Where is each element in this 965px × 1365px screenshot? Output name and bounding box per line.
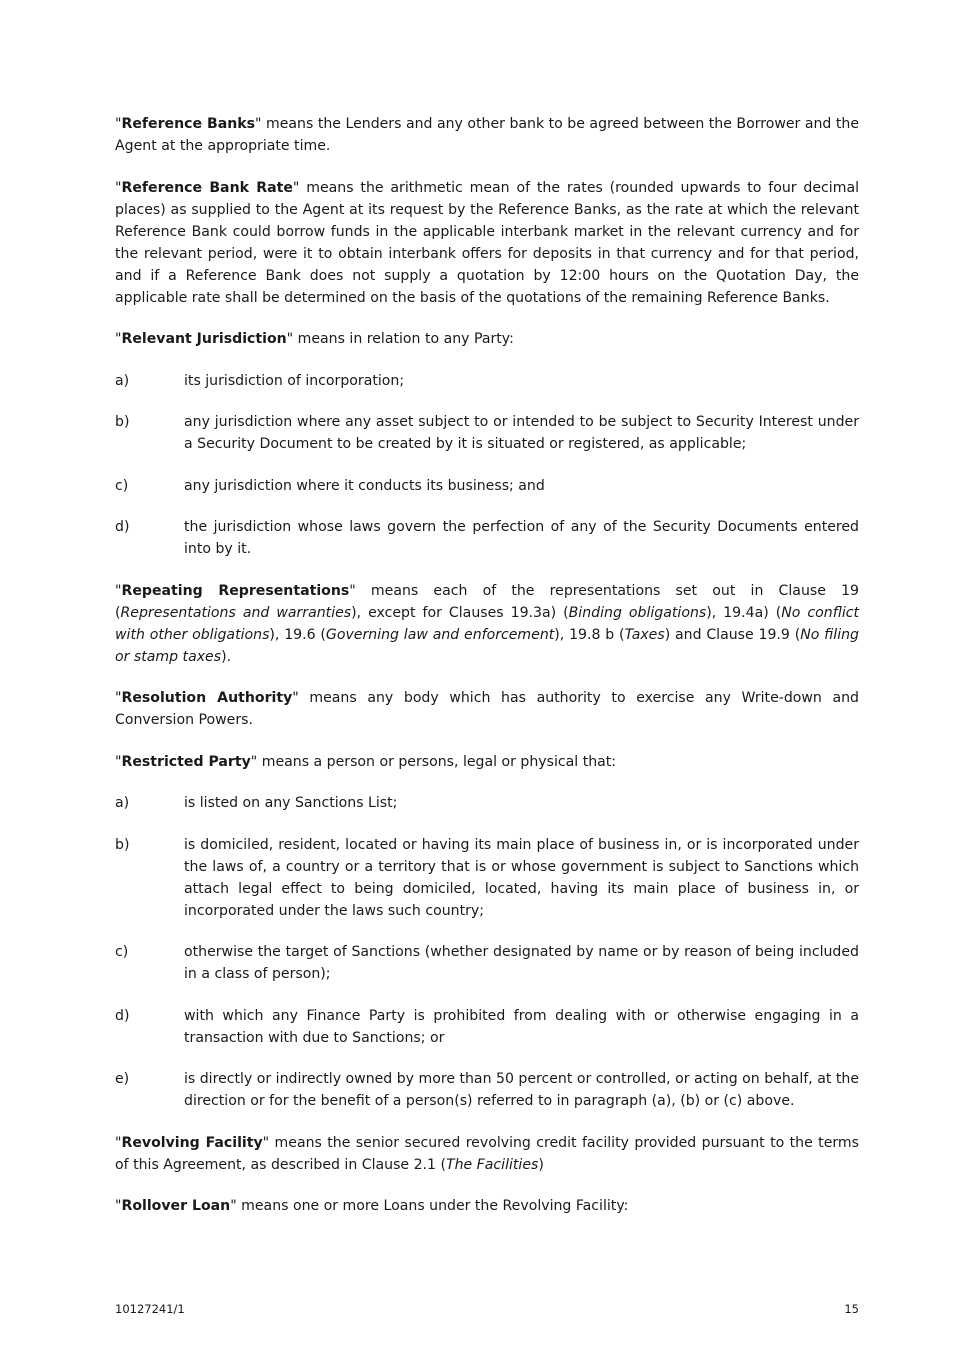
clause-title: Representations and warranties (120, 604, 352, 621)
quote: " (250, 753, 258, 770)
definition-repeating-representations (115, 580, 859, 668)
list-item (115, 516, 859, 560)
list-item (115, 411, 859, 455)
quote: " (255, 116, 262, 132)
list-item-text: its jurisdiction of incorporation; (184, 372, 405, 389)
quote: " (115, 582, 122, 599)
defined-term: Repeating Representations (121, 582, 350, 599)
quote: " (115, 753, 122, 770)
list-item-text: otherwise the target of Sanctions (whether designated by name or by reason of being included in a class of person); (184, 944, 859, 982)
defined-term: Restricted Party (121, 753, 251, 770)
quote: " (115, 1198, 122, 1214)
page-number: 15 (844, 1302, 859, 1316)
list-item-text: the jurisdiction whose laws govern the perfection of any of the Security Documents entered into by it. (184, 519, 859, 557)
list-item (115, 370, 859, 392)
defined-term: Reference Banks (121, 116, 256, 132)
list-item (115, 792, 859, 814)
definition-reference-bank-rate (115, 177, 859, 309)
list-item-label: d) (115, 1007, 130, 1024)
definition-text: ) and Clause 19.9 ( (664, 626, 801, 643)
definition-text: means in relation to any Party: (293, 331, 514, 347)
list-item (115, 1068, 859, 1112)
definition-text: ), 19.6 ( (269, 626, 326, 643)
clause-title: Governing law and enforcement (325, 626, 555, 643)
list-item (115, 1005, 859, 1049)
quote: " (292, 690, 299, 706)
list-item-text: any jurisdiction where it conducts its business; and (184, 477, 545, 494)
list-item-text: any jurisdiction where any asset subject to or intended to be subject to Security Interest under a Security Document to be created by it is situated or registered, as applicable; (184, 414, 859, 452)
definition-revolving-facility (115, 1132, 859, 1176)
defined-term: Relevant Jurisdiction (121, 331, 287, 347)
quote: " (115, 116, 122, 132)
clause-title: Taxes (624, 626, 665, 643)
clause-title: Binding obligations (568, 604, 707, 621)
list-item-label: d) (115, 519, 130, 535)
definition-relevant-jurisdiction (115, 328, 859, 350)
list-item-text: is domiciled, resident, located or having its main place of business in, or is incorporated under the laws of, a country or a territory that is or whose government is subject to Sanctions which attach legal effect to being domiciled, located, having its main place of business in, or incorporated under the laws such country; (184, 836, 859, 919)
quote: " (230, 1198, 237, 1214)
document-reference: 10127241/1 (115, 1302, 185, 1316)
defined-term: Resolution Authority (121, 690, 293, 706)
quote: " (349, 582, 356, 599)
document-page (115, 113, 859, 1237)
clause-title: The Facilities (445, 1156, 539, 1173)
definition-resolution-authority (115, 687, 859, 731)
definition-text: means a person or persons, legal or physical that: (257, 753, 617, 770)
definition-text: ), 19.8 b ( (554, 626, 625, 643)
list-item-label: e) (115, 1071, 130, 1087)
quote: " (115, 179, 122, 196)
definition-restricted-party (115, 751, 859, 773)
quote: " (115, 1134, 122, 1151)
definition-text: means one or more Loans under the Revolving Facility: (236, 1198, 629, 1214)
quote: " (115, 331, 122, 347)
defined-term: Rollover Loan (121, 1198, 231, 1214)
list-item (115, 941, 859, 985)
definition-text: means each of the representations set out in Clause 19 ( (115, 582, 860, 621)
list-item (115, 834, 859, 922)
list-item (115, 475, 859, 497)
list-item-text: is listed on any Sanctions List; (184, 795, 398, 811)
definition-text: means the arithmetic mean of the rates (rounded upwards to four decimal places) as supplied to the Agent at its request by the Reference Banks, as the rate at which the relevant Reference Bank could borrow funds in the applicable interbank market in the relevant currency and for the relevant period, were it to obtain interbank offers for deposits in that currency and for that period, and if a Reference Bank does not supply a quotation by 12:00 hours on the Quotation Day, the applicable rate shall be determined on the basis of the quotations of the remaining Reference Banks. (115, 179, 859, 306)
list-item-label: b) (115, 836, 130, 853)
list-item-label: a) (115, 795, 130, 811)
list-item-text: is directly or indirectly owned by more than 50 percent or controlled, or acting on behalf, at the direction or for the benefit of a person(s) referred to in paragraph (a), (b) or (c) above. (184, 1071, 860, 1109)
quote: " (292, 179, 300, 196)
definition-text: ) (538, 1156, 544, 1173)
list-item-label: a) (115, 372, 130, 389)
clause-title: No filing or stamp taxes (115, 626, 860, 665)
definition-text: means the Lenders and any other bank to be agreed between the Borrower and the Agent at the appropriate time. (115, 116, 859, 154)
list-item-text: with which any Finance Party is prohibited from dealing with or otherwise engaging in a transaction with due to Sanctions; or (184, 1007, 859, 1046)
list-item-label: c) (115, 944, 129, 960)
quote: " (286, 331, 294, 347)
page-footer (115, 1302, 859, 1316)
list-item-label: c) (115, 477, 129, 494)
quote: " (115, 690, 122, 706)
defined-term: Revolving Facility (121, 1134, 263, 1151)
definition-rollover-loan (115, 1195, 859, 1217)
list-item-label: b) (115, 414, 130, 430)
quote: " (262, 1134, 270, 1151)
definition-text: means the senior secured revolving credit facility provided pursuant to the terms of this Agreement, as described in Clause 2.1 ( (115, 1134, 859, 1173)
clause-title: No conflict with other obligations (115, 604, 860, 643)
definition-reference-banks (115, 113, 859, 157)
definition-text: ), except for Clauses 19.3a) ( (351, 604, 569, 621)
definition-text: ), 19.4a) ( (706, 604, 782, 621)
defined-term: Reference Bank Rate (121, 179, 293, 196)
definition-text: means any body which has authority to exercise any Write-down and Conversion Powers. (115, 690, 859, 728)
definition-text: ). (221, 648, 232, 665)
